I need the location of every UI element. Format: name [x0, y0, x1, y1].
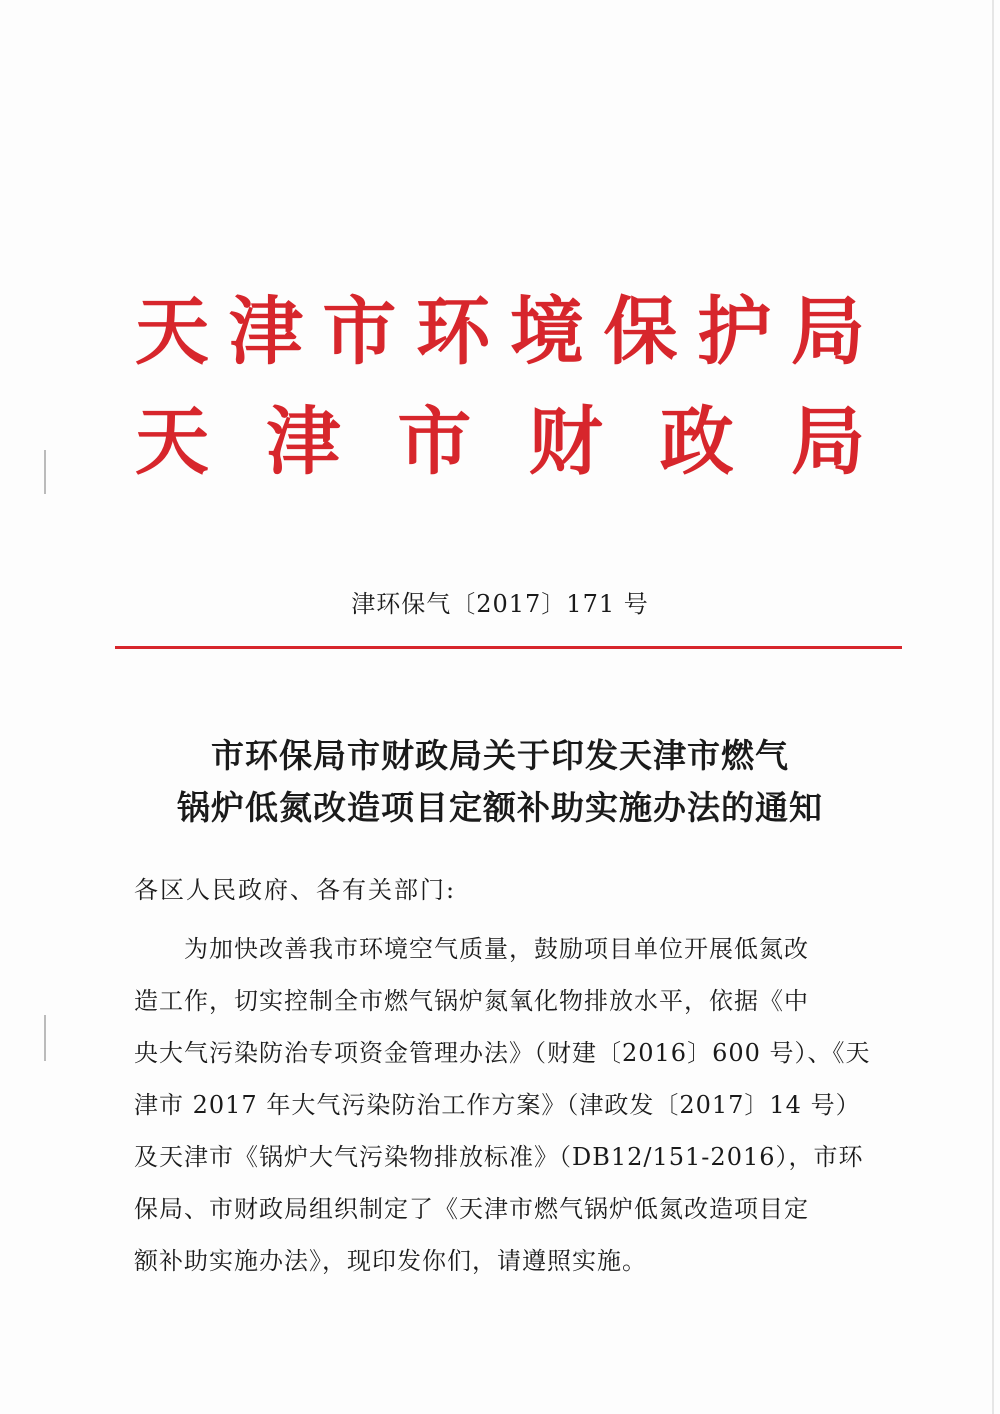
issuer-char: 市	[397, 399, 472, 485]
binding-mark-bottom	[44, 1015, 46, 1061]
salutation: 各区人民政府、各有关部门:	[134, 876, 457, 904]
issuer-char: 境	[509, 289, 584, 375]
title-line-2: 锅炉低氮改造项目定额补助实施办法的通知	[177, 788, 823, 827]
issuer-char: 津	[228, 289, 303, 375]
body-line: 额补助实施办法》，现印发你们，请遵照实施。	[134, 1247, 647, 1275]
body-paragraph	[134, 923, 871, 1287]
title-line-1: 市环保局市财政局关于印发天津市燃气	[211, 736, 789, 775]
issuer-char: 财	[528, 399, 603, 485]
body-line: 央大气污染防治专项资金管理办法》（财建〔2016〕600 号）、《天	[134, 1039, 871, 1067]
issuer-char: 环	[416, 289, 491, 375]
document-number: 津环保气〔2017〕171 号	[351, 590, 649, 618]
binding-mark-top	[44, 450, 46, 494]
issuer-char: 政	[659, 399, 734, 485]
issuer-char: 保	[603, 289, 678, 375]
red-separator-line	[115, 646, 902, 649]
issuer-char: 天	[135, 399, 209, 485]
issuer-char: 局	[790, 289, 865, 375]
issuer-environment-bureau	[135, 290, 865, 374]
issuer-char: 护	[697, 289, 772, 375]
body-line: 保局、市财政局组织制定了《天津市燃气锅炉低氮改造项目定	[134, 1195, 809, 1223]
body-line: 津市 2017 年大气污染防治工作方案》（津政发〔2017〕14 号）	[134, 1091, 861, 1119]
issuer-finance-bureau	[135, 400, 865, 484]
body-line: 及天津市《锅炉大气污染物排放标准》（DB12/151-2016），市环	[134, 1143, 864, 1171]
issuer-char: 局	[790, 399, 865, 485]
issuer-char: 市	[322, 289, 397, 375]
issuer-char: 津	[266, 399, 341, 485]
body-line: 为加快改善我市环境空气质量，鼓励项目单位开展低氮改	[184, 935, 809, 963]
page-edge-line	[992, 0, 994, 1414]
document-title	[110, 730, 890, 834]
issuer-char: 天	[135, 289, 209, 375]
body-line: 造工作，切实控制全市燃气锅炉氮氧化物排放水平，依据《中	[134, 987, 809, 1015]
